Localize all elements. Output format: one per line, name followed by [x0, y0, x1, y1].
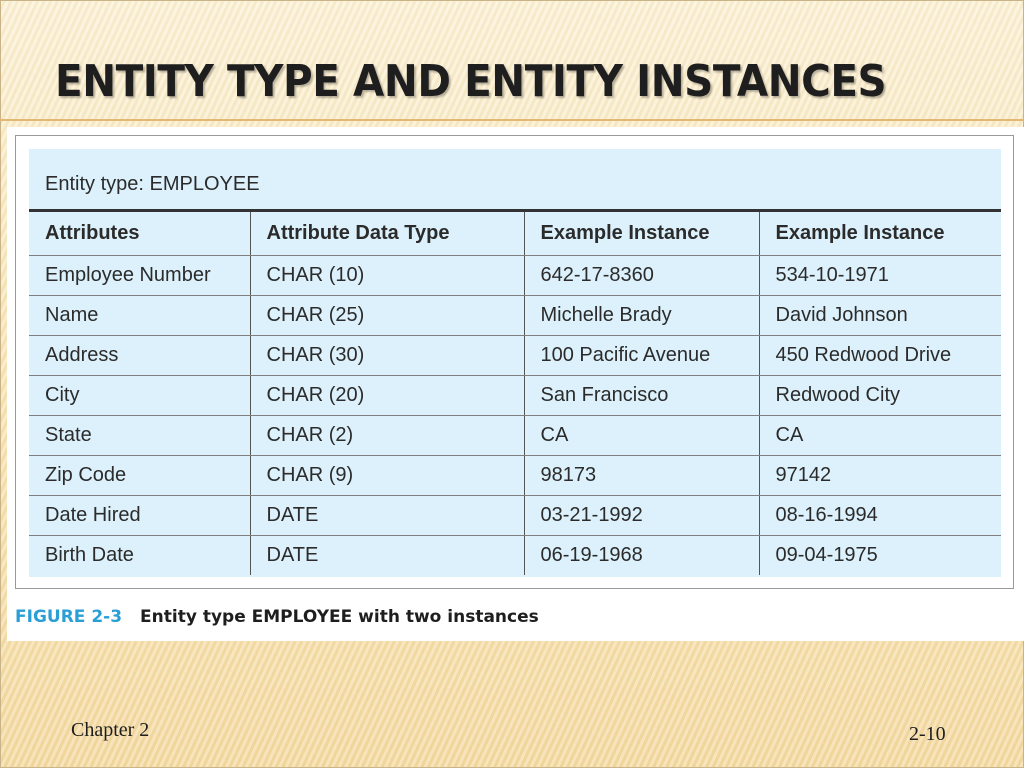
title-divider: [0, 119, 1024, 121]
instance-2-cell: 450 Redwood Drive: [759, 335, 1001, 375]
attribute-cell: City: [29, 375, 250, 415]
attribute-cell: Address: [29, 335, 250, 375]
instance-2-cell: 534-10-1971: [759, 255, 1001, 295]
table-row: [29, 535, 1001, 575]
table-frame: [15, 135, 1014, 589]
instance-2-cell: CA: [759, 415, 1001, 455]
attribute-cell: State: [29, 415, 250, 455]
column-header-instance-2: Example Instance: [759, 212, 1001, 255]
data-type-cell: CHAR (25): [250, 295, 524, 335]
data-type-cell: DATE: [250, 495, 524, 535]
instance-1-cell: 06-19-1968: [524, 535, 759, 575]
data-type-cell: DATE: [250, 535, 524, 575]
table-row: [29, 495, 1001, 535]
table-row: [29, 375, 1001, 415]
table-row: [29, 255, 1001, 295]
instance-1-cell: Michelle Brady: [524, 295, 759, 335]
instance-1-cell: San Francisco: [524, 375, 759, 415]
instance-2-cell: 08-16-1994: [759, 495, 1001, 535]
instance-1-cell: 03-21-1992: [524, 495, 759, 535]
data-type-cell: CHAR (10): [250, 255, 524, 295]
instance-1-cell: 642-17-8360: [524, 255, 759, 295]
data-type-cell: CHAR (2): [250, 415, 524, 455]
data-type-cell: CHAR (20): [250, 375, 524, 415]
instance-2-cell: 97142: [759, 455, 1001, 495]
chapter-label: Chapter 2: [71, 719, 150, 741]
instance-2-cell: Redwood City: [759, 375, 1001, 415]
attribute-cell: Date Hired: [29, 495, 250, 535]
attribute-cell: Employee Number: [29, 255, 250, 295]
column-header-data-type: Attribute Data Type: [250, 212, 524, 255]
table-row: [29, 295, 1001, 335]
table-row: [29, 335, 1001, 375]
instance-1-cell: 100 Pacific Avenue: [524, 335, 759, 375]
entity-table-container: [29, 149, 1001, 577]
table-row: [29, 415, 1001, 455]
column-header-attributes: Attributes: [29, 212, 250, 255]
slide-number: 2-10: [909, 723, 946, 745]
instance-2-cell: 09-04-1975: [775, 543, 878, 566]
entity-type-caption: Entity type: EMPLOYEE: [45, 173, 260, 195]
figure-caption-text: Entity type EMPLOYEE with two instances: [140, 607, 539, 627]
figure-panel: [7, 127, 1024, 641]
instance-1-cell: 98173: [524, 455, 759, 495]
figure-number: FIGURE 2-3: [15, 607, 123, 627]
attribute-cell: Zip Code: [29, 455, 250, 495]
table-header-row: [29, 212, 1001, 255]
column-header-instance-1: Example Instance: [524, 212, 759, 255]
data-type-cell: CHAR (9): [250, 455, 524, 495]
figure-caption: [15, 607, 539, 627]
table-row: [29, 455, 1001, 495]
instance-1-cell: CA: [524, 415, 759, 455]
slide-title: ENTITY TYPE AND ENTITY INSTANCES: [55, 56, 887, 107]
attribute-cell: Name: [29, 295, 250, 335]
attribute-cell: Birth Date: [29, 535, 250, 575]
instance-2-cell: David Johnson: [759, 295, 1001, 335]
entity-table: [29, 212, 1001, 575]
data-type-cell: CHAR (30): [250, 335, 524, 375]
